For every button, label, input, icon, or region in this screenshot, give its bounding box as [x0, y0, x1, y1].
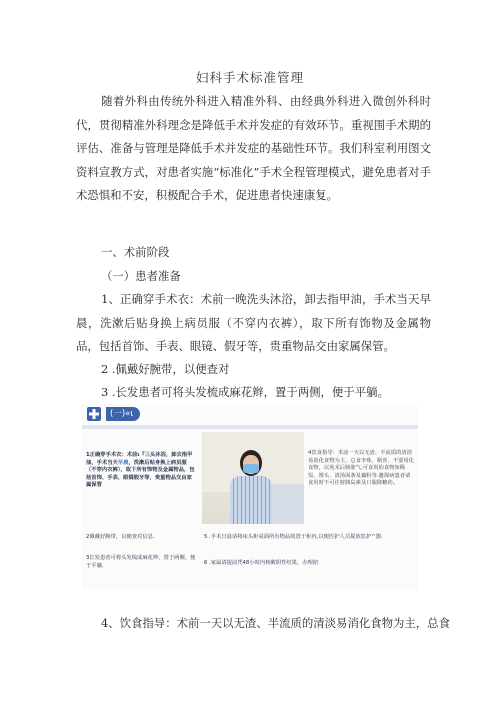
slide-box-item-4: 4饮食指导：术前一天以无渣、半流质的清淡易消化食物为主，总食伞珠，制喜、不要用化食物，以免术后肠胀气,可食用的食物如稀饭、馒头、清汤面条及藕粉等.邀探病患者请食用时不可注射胰岛素及口服降糖药。 — [308, 450, 414, 487]
subsection-heading: （一）患者准备 — [101, 269, 181, 283]
hospital-logo-icon — [86, 406, 102, 422]
slide-section-label: (一)«ι — [106, 407, 140, 421]
item-1-paragraph: 1、正确穿手术衣：术前一晚洗头沐浴，卸去指甲油，手术当天早晨，洗漱后贴身换上病员服（不穿内衣裤），取下所有饰物及金属物品，包括首饰、手表、眼镜、假牙等，贵重物品交由家属保管。 — [76, 292, 431, 353]
embedded-slide-image — [82, 404, 418, 590]
item-4-line: 4、饮食指导：术前一天以无渣、半流质的清淡易消化食物为主，总食 — [101, 616, 450, 630]
slide-divider — [82, 425, 418, 429]
slide-box-item-3: 3长发患者可将头发梳成麻花辫，置于两侧，便于平躺. — [86, 555, 196, 569]
slide-box-item-5: 5 .手术日晨请将床头柜桌面所有物品收置于柜内,以便医护人员提放监护^器. — [204, 534, 383, 540]
slide-box-item-6: 6 .家属请提前凭48小时内核酸阴性结果，办理陪 — [204, 560, 319, 566]
slide-box-item-2: 2佩戴好腕带，以便查对信息. — [86, 534, 155, 540]
patient-photo — [202, 432, 304, 524]
slide-header — [82, 404, 418, 424]
item-2-line: 2 .佩戴好腕带，以便查对 — [101, 362, 230, 376]
document-title: 妇科手术标准管理 — [195, 70, 304, 85]
slide-box-item-1: 1正确穿手术衣：术前ι『三头沐浴，卸去指甲油，手术当天早晨，洗漱后贴身换上病员服（不穿内衣裤），取下所有饰物及金属物品，包括首饰、手表、眼镜假牙等，贵重物品交由家属保管 — [86, 452, 195, 489]
section-heading: 一、术前阶段 — [101, 245, 170, 259]
intro-paragraph: 随着外科由传统外科进入精准外科、由经典外科进入微创外科时代，贯彻精准外科理念是降低手术并发症的有效环节。重视围手术期的评估、准备与管理是降低手术并发症的基础性环节。我们科室利用图文资料宣教方式，对患者实施“标准化”手术全程管理模式，避免患者对手术恐惧和不安，积极配合手术，促进患者快速康复。 — [76, 94, 431, 202]
item-3-line: 3 .长发患者可将头发梳成麻花辫，置于两侧，便于平躺。 — [101, 385, 389, 399]
